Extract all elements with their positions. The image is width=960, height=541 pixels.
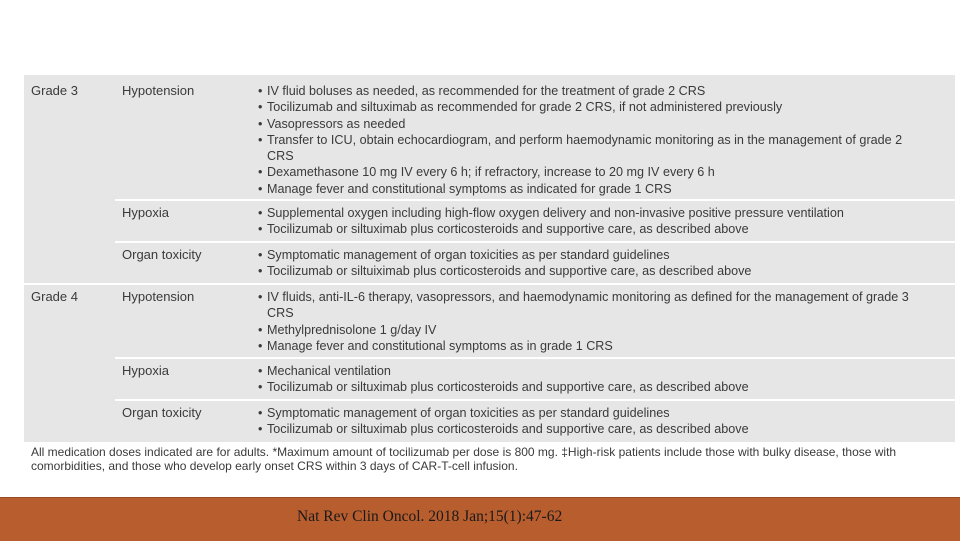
- management-list: [258, 83, 938, 197]
- list-item: • Symptomatic management of organ toxicities as per standard guidelines: [258, 247, 948, 263]
- list-item: • Tocilizumab or siltuximab plus corticosteroids and supportive care, as described above: [258, 421, 948, 437]
- list-item: • IV fluid boluses as needed, as recommended for the treatment of grade 2 CRS: [258, 83, 938, 99]
- row-divider: [115, 241, 955, 243]
- list-item: • IV fluids, anti-IL-6 therapy, vasopressors, and haemodynamic monitoring as defined for the management of grade 3 CRS: [258, 289, 937, 322]
- citation: Nat Rev Clin Oncol. 2018 Jan;15(1):47-62: [297, 508, 563, 525]
- list-item: • Tocilizumab and siltuximab as recommended for grade 2 CRS, if not administered previously: [258, 99, 938, 115]
- list-item: • Supplemental oxygen including high-flow oxygen delivery and non-invasive positive pressure ventilation: [258, 205, 948, 221]
- grade-label: Grade 3: [31, 83, 78, 98]
- list-item: • Vasopressors as needed: [258, 116, 938, 132]
- symptom-label: Organ toxicity: [122, 247, 202, 262]
- symptom-label: Hypoxia: [122, 205, 169, 220]
- management-list: [258, 247, 948, 280]
- list-item: • Tocilizumab or siltuiximab plus corticosteroids and supportive care, as described above: [258, 263, 948, 279]
- grade-label: Grade 4: [31, 289, 78, 304]
- row-divider: [115, 357, 955, 359]
- symptom-label: Hypotension: [122, 289, 195, 304]
- list-item: • Dexamethasone 10 mg IV every 6 h; if refractory, increase to 20 mg IV every 6 h: [258, 164, 938, 180]
- list-item: • Transfer to ICU, obtain echocardiogram, and perform haemodynamic monitoring as in the management of grade 2 CRS: [258, 132, 927, 165]
- symptom-label: Organ toxicity: [122, 405, 202, 420]
- list-item: • Manage fever and constitutional symptoms as in grade 1 CRS: [258, 338, 938, 354]
- management-list: [258, 363, 948, 396]
- list-item: • Methylprednisolone 1 g/day IV: [258, 322, 938, 338]
- management-list: [258, 205, 948, 238]
- list-item: • Tocilizumab or siltuximab plus corticosteroids and supportive care, as described above: [258, 221, 948, 237]
- list-item: • Tocilizumab or siltuximab plus corticosteroids and supportive care, as described above: [258, 379, 948, 395]
- list-item: • Symptomatic management of organ toxicities as per standard guidelines: [258, 405, 948, 421]
- management-list: [258, 289, 938, 354]
- management-list: [258, 405, 948, 438]
- list-item: • Mechanical ventilation: [258, 363, 948, 379]
- row-divider: [115, 199, 955, 201]
- list-item: • Manage fever and constitutional symptoms as indicated for grade 1 CRS: [258, 181, 938, 197]
- symptom-label: Hypoxia: [122, 363, 169, 378]
- table-footnote: All medication doses indicated are for adults. *Maximum amount of tocilizumab per dose is 800 mg. ‡High-risk patients include those with bulky disease, those with comorbidities, and those who develop early onset CRS within 3 days of CAR-T-cell infusion.: [31, 445, 897, 473]
- treatment-table: [24, 75, 955, 442]
- grade-divider: [24, 283, 955, 285]
- symptom-label: Hypotension: [122, 83, 195, 98]
- row-divider: [115, 399, 955, 401]
